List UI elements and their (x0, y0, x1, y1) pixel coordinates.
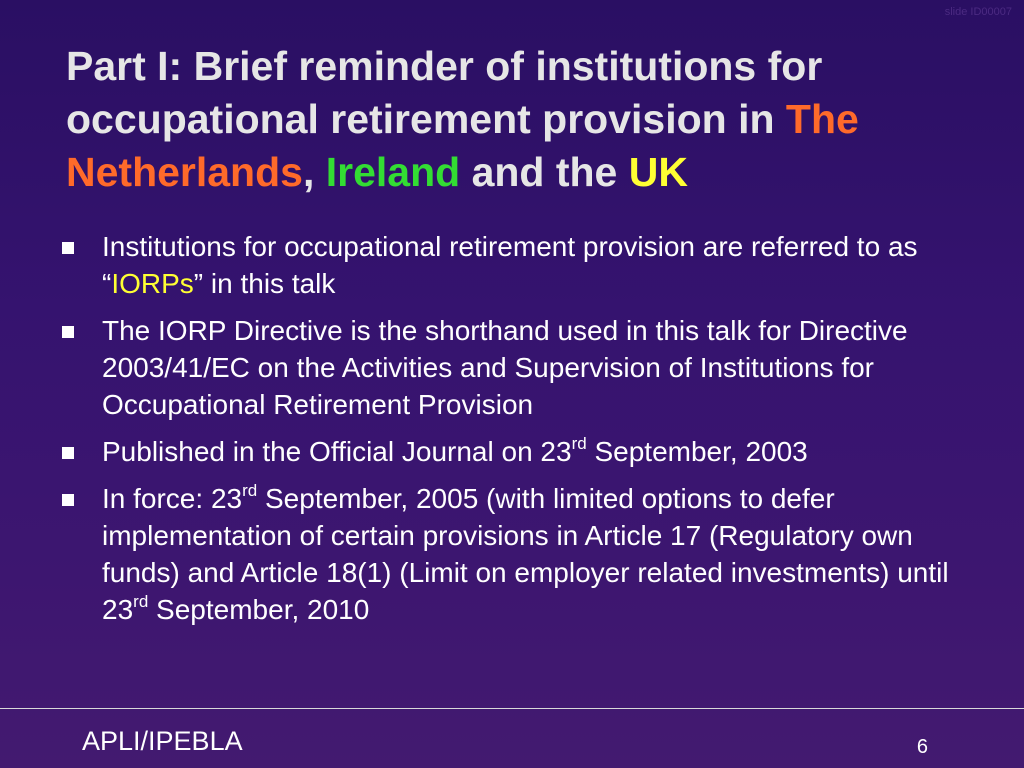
watermark: slide ID00007 (944, 6, 1012, 18)
bullet-text: September, 2005 (with limited options to defer implementation of certain provisions in Article 17 (Regulatory own funds) and Article 18(1) (Limit on employer related investments) until 23 (102, 483, 949, 625)
iorps-highlight: IORPs (111, 268, 194, 299)
title-comma: , (302, 149, 326, 195)
square-bullet-icon (62, 447, 74, 459)
bullet-text: The IORP Directive is the shorthand used in this talk for Directive 2003/41/EC on the Activities and Supervision of Institutions for Occupational Retirement Provision (102, 315, 908, 420)
title-uk: UK (628, 149, 688, 195)
square-bullet-icon (62, 326, 74, 338)
bullet-text: Institutions for occupational retirement provision are referred to as “ (102, 231, 918, 299)
bullet-item (60, 312, 990, 423)
bullet-item (60, 228, 990, 302)
title-part1: Part I: Brief reminder of institutions for occupational retirement provision in (66, 43, 823, 142)
footer-organization: APLI/IPEBLA (82, 726, 243, 756)
slide-title (66, 40, 1006, 199)
bullet-text: ” in this talk (193, 268, 336, 299)
title-netherlands: The Netherlands (66, 96, 859, 195)
bullet-text: September, 2003 (586, 436, 808, 467)
page-number: 6 (916, 736, 928, 758)
bullet-text: Published in the Official Journal on 23 (102, 436, 572, 467)
square-bullet-icon (62, 494, 74, 506)
bullet-text: In force: 23 (102, 483, 243, 514)
bullet-text: September, 2010 (148, 594, 370, 625)
bullet-item (60, 480, 990, 628)
title-and-the: and the (460, 149, 629, 195)
ordinal-superscript: rd (242, 480, 258, 500)
footer-divider (0, 708, 1024, 709)
ordinal-superscript: rd (133, 591, 149, 611)
title-ireland: Ireland (325, 149, 461, 195)
bullet-item (60, 433, 990, 470)
square-bullet-icon (62, 242, 74, 254)
bullet-list (60, 228, 990, 638)
ordinal-superscript: rd (571, 433, 587, 453)
